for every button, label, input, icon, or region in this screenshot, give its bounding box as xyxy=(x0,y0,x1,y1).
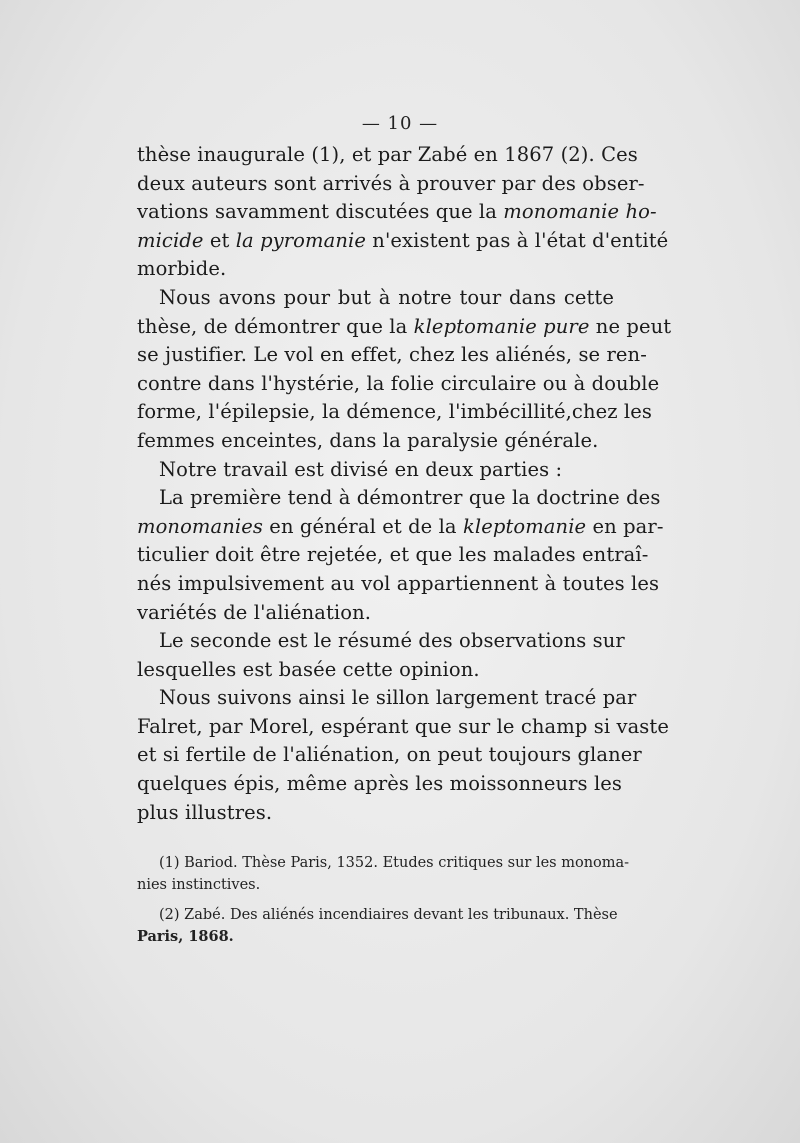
text-run: femmes enceintes, dans la paralysie générale. xyxy=(137,428,599,452)
text-line xyxy=(137,170,645,199)
text-run: en général et de la xyxy=(263,514,463,538)
italic-text: micide xyxy=(137,228,204,252)
text-run: Nous avons pour but à notre tour dans cette xyxy=(159,285,614,309)
text-run: Le seconde est le résumé des observations sur xyxy=(159,629,625,653)
text-run: ticulier doit être rejetée, et que les malades entraî- xyxy=(137,543,649,567)
text-line xyxy=(137,713,669,742)
text-run: Paris, 1868. xyxy=(137,928,234,945)
text-line xyxy=(137,370,660,399)
paragraph xyxy=(137,141,669,284)
text-run: se justifier. Le vol en effet, chez les aliénés, se ren- xyxy=(137,343,647,367)
text-line xyxy=(137,541,649,570)
text-line xyxy=(137,284,614,313)
text-line xyxy=(137,770,623,799)
italic-text: kleptomanie pure xyxy=(413,314,590,338)
text-line xyxy=(137,656,614,685)
footnote-gap xyxy=(137,896,614,904)
text-line xyxy=(137,684,637,713)
text-run: ne peut xyxy=(589,314,672,338)
italic-text: kleptomanie xyxy=(462,514,587,538)
italic-text: monomanies xyxy=(137,514,263,538)
text-run: vations savamment discutées que la xyxy=(137,200,504,224)
footnotes xyxy=(137,852,630,948)
text-line xyxy=(137,570,660,599)
text-line xyxy=(137,627,625,656)
text-line xyxy=(137,741,642,770)
footnote-line xyxy=(137,904,618,926)
page-number: — 10 — xyxy=(361,113,439,134)
text-run: La première tend à démontrer que la doctrine des xyxy=(159,486,661,510)
text-run: Nous suivons ainsi le sillon largement tracé par xyxy=(159,686,637,710)
text-line xyxy=(137,198,657,227)
text-run: n'existent pas à l'état d'entité xyxy=(365,228,669,252)
text-line xyxy=(137,141,638,170)
paragraph xyxy=(137,284,672,456)
text-run: plus illustres. xyxy=(137,800,273,824)
paragraph xyxy=(137,684,669,827)
text-run: thèse, de démontrer que la xyxy=(137,314,414,338)
text-line xyxy=(137,227,669,256)
text-run: variétés de l'aliénation. xyxy=(137,600,372,624)
text-run: thèse inaugurale (1), et par Zabé en 1867 (2). Ces xyxy=(137,143,638,166)
footnote xyxy=(137,852,630,896)
text-run: Notre travail est divisé en deux parties : xyxy=(159,457,563,481)
text-line xyxy=(137,427,614,456)
text-run: et si fertile de l'aliénation, on peut toujours glaner xyxy=(137,743,642,767)
text-run: deux auteurs sont arrivés à prouver par des obser- xyxy=(137,171,645,195)
body-text xyxy=(137,141,672,827)
text-run: nés impulsivement au vol appartiennent à toutes les xyxy=(137,571,660,595)
paragraph xyxy=(137,627,625,684)
text-line xyxy=(137,456,614,485)
text-line xyxy=(137,313,672,342)
footnote xyxy=(137,904,618,948)
footnote-line xyxy=(137,874,614,896)
text-run: (2) Zabé. Des aliénés incendiaires devant les tribunaux. Thèse xyxy=(159,907,618,923)
text-run: Falret, par Morel, espérant que sur le champ si vaste xyxy=(137,714,669,738)
italic-text: monomanie ho- xyxy=(503,200,657,224)
text-run: forme, l'épilepsie, la démence, l'imbécillité,chez les xyxy=(137,400,652,424)
text-run: morbide. xyxy=(137,257,227,281)
text-line xyxy=(137,599,614,628)
footnote-line xyxy=(137,926,614,948)
text-run: nies instinctives. xyxy=(137,877,261,893)
text-line xyxy=(137,255,614,284)
text-line xyxy=(137,398,652,427)
text-run: contre dans l'hystérie, la folie circulaire ou à double xyxy=(137,371,660,395)
paragraph xyxy=(137,456,614,485)
text-run: et xyxy=(203,228,236,252)
text-run: quelques épis, même après les moissonneurs les xyxy=(137,772,623,796)
text-line xyxy=(137,799,614,828)
text-line xyxy=(137,513,664,542)
paragraph xyxy=(137,484,664,627)
text-run: (1) Bariod. Thèse Paris, 1352. Etudes critiques sur les monoma- xyxy=(159,855,630,871)
text-line xyxy=(137,341,647,370)
text-line xyxy=(137,484,661,513)
text-run: lesquelles est basée cette opinion. xyxy=(137,657,480,681)
text-run: en par- xyxy=(586,514,664,538)
footnote-line xyxy=(137,852,630,874)
italic-text: la pyromanie xyxy=(235,228,366,252)
